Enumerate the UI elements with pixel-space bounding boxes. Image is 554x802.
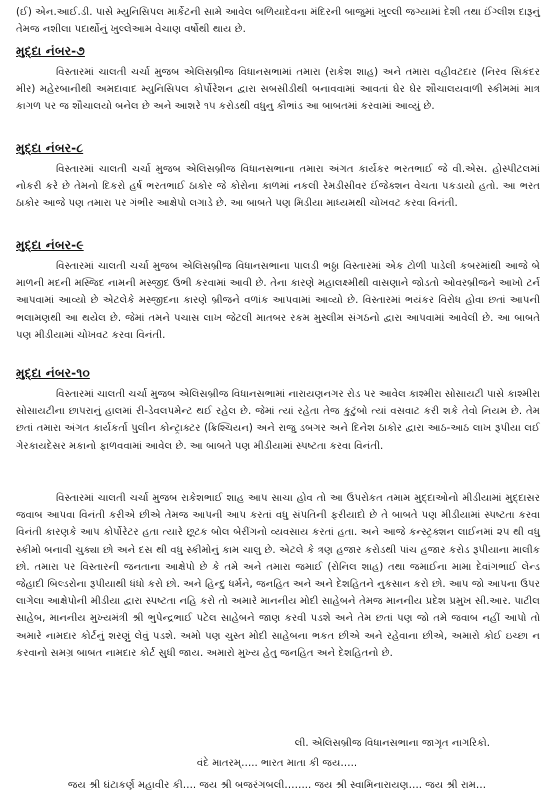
jay-line: જય શ્રી ઘંટાકર્ણ મહાવીર કી…. જય શ્રી બજરંગબલી…….. જય શ્રી સ્વામિનારાયણ…. જય શ્રી રામ…: [67, 780, 487, 791]
slogan-line: વંદે માતરમ્….. ભારત માતા કી જય…..: [196, 758, 358, 769]
section-text-10: વિસ્તારમાં ચાલતી ચર્ચા મુજબ એલિસબ્રીજ વિધાનસભામાં નારાયણનગર રોડ પર આવેલ કાશ્મીરા સોસાયટી પાસે કાશ્મીરા સોસાયટીના છાપરાનું હાલમાં રી-ડેવલપમેન્ટ થઈ રહેલ છે. જેમાં ત્યાં રહેતા તેજ કુટુંબો ત્યાં વસવાટ કરી શકે તેવો નિયમ છે. તેમ છતાં તમારા અંગત કાર્યકર્તા પુલીન કોન્ટ્રાક્ટર (ક્રિશ્ચિયન) અને રાજુ ડબગર અને દિનેશ ઠાકોર દ્વારા આઠ-આઠ લાખ રૂપીયા લઈ ગેરકાયદેસર મકાનો ફાળવવામાં આવેલ છે. આ બાબતે પણ મીડીયામાં સ્પષ્ટતા કરવા વિનંતી.: [16, 389, 540, 452]
closing-text: વિસ્તારમાં ચાલતી ચર્ચા મુજબ રાકેશભાઈ શાહ આપ સાચા હોવ તો આ ઉપરોકત તમામ મુદ્દાઓનો મીડીયામાં મુદ્દાસર જવાબ આપવા વિનંતી કરીએ છીએ તેમજ આપની આપ કરતાં વધુ સંપતિની ફરીયાદો છે તે બાબતે પણ મીડીયામાં સ્પષ્ટતા કરવા વિનંતી કારણકે આપ કોર્પોરેટર હતા ત્યારે છૂટક બોલ બેરીંગનો વ્યવસાય કરતાં હતા. અને આજે કન્સ્ટ્રક્શન લાઈનમાં ૨૫ થી વધુ સ્કીમો બનાવી ચુક્યા છો અને દસ થી વધુ સ્કીમોનું કામ ચાલુ છે. એટલે કે ત્રણ હજાર કરોડથી પાંચ હજાર કરોડ રૂપીયાના માલીક છો. તમારા પર વિસ્તારની જનતાના આક્ષેપો છે કે તમે અને તમારા જમાઈ (રોનિલ શાહ) તથા જમાઈના મામા દેવાંગભાઈ લેન્ડ જેહાદી બિલ્ડરોના રૂપીયાથી ધંધો કરો છો. અને હિન્દુ ધર્મને, જનહિત અને અને દેશહિતને નુકસાન કરો છો. આપ જો આપના ઉપર લાગેલા આક્ષેપોની મીડીયા દ્વારા સ્પષ્ટતા નહિ કરો તો અમારે માનનીય મોદી સાહેબને તેમજ માનનીય પ્રદેશ પ્રમુખ સી.આર. પાટીલ સાહેબ, માનનીય મુખ્યમંત્રી શ્રી ભુપેન્દ્રભાઈ પટેલ સાહેબને જાણ કરવી પડશે અને તેમ છતાં પણ જો તમે જવાબ નહીં આપો તો અમારે નામદાર કોર્ટનું શરણું લેવું પડશે. અમો પણ ચુસ્ત મોદી સાહેબના ભકત છીએ અને રહેવાના છીએ, અમારો કોઈ ઇચ્છા ન કરવાનો સમગ્ર બાબત નામદાર કોર્ટ સુધી જાય. અમારો મુખ્ય હેતુ જનહિત અને દેશહિતનો છે.: [16, 493, 540, 659]
section-body-10: [16, 386, 540, 455]
intro-text: (ઈ) એન.આઈ.ડી. પાસે મ્યુનિસિપલ માર્કેટની સામે આવેલ બળિયાદેવના મંદિરની બાજુમાં ખુલ્લી જગ્યામાં દેશી તથા ઈંગ્લીશ દારૂનું તેમજ નશીલા પદાર્થોનું ખુલ્લેઆમ વેચાણ વર્ષોથી થાય છે.: [16, 7, 540, 36]
section-heading-8: મુદ્દા નંબર-૮: [16, 141, 84, 155]
section-heading-7: મુદ્દા નંબર-૭: [16, 44, 85, 58]
section-body-9: [16, 258, 540, 344]
section-heading-9: મુદ્દા નંબર-૯: [16, 238, 84, 252]
section-text-8: વિસ્તારમાં ચાલતી ચર્ચા મુજબ એલિસબ્રીજ વિધાનસભાના તમારા અંગત કાર્યકર ભરતભાઈ જે વી.એસ. હોસ્પીટલમાં નોકરી કરે છે તેમનો દિકરો હર્ષ ભરતભાઈ ઠાકોર જે કોરોના કાળમાં નકલી રેમડીસીવર ઈંજેક્શન વેચતા પકડાયો હતો. આ ભરત ઠાકોર આજે પણ તમારા પર ગંભીર આક્ષેપો લગાડે છે. આ બાબતે પણ મિડીયા માધ્યમથી ચોખવટ કરવા વિનંતી.: [16, 164, 540, 210]
closing-paragraph: [16, 490, 540, 662]
section-text-7: વિસ્તારમાં ચાલતી ચર્ચા મુજબ એલિસબ્રીજ વિધાનસભામાં તમારા (રાકેશ શાહ) અને તમારા વહીવટદાર (નિરવ સિકંદર મીર) મહેરબાનીથી અમદાવાદ મ્યુનિસિપલ કોર્પોરેશન દ્વારા સબસીડીથી બનાવવામાં આવતાં ઘેર ઘેર શૌચાલયવાળી સ્કીમમાં માત્ર કાગળ પર જ શૌચાલયો બનેલ છે અને આશરે ૧૫ કરોડથી વધુનુ કૌભાંડ આ બાબતમાં કરવામાં આવ્યું છે.: [16, 67, 540, 113]
signature-line: લી. એલિસબ્રીજ વિધાનસભાના જાગૃત નાગરિકો.: [294, 738, 490, 749]
section-text-9: વિસ્તારમાં ચાલતી ચર્ચા મુજબ એલિસબ્રીજ વિધાનસભાના પાલડી ભઠ્ઠા વિસ્તારમાં એક ટોળી પાડેલી કબરમાંથી આજે બે માળની મદની મસ્જિદ નામની મસ્જીદ ઉભી કરવામાં આવી છે. તેના કારણે મહાલક્ષ્મીથી વાસણાને જોડતો ઓવરબ્રીજને આખો ટર્ન આપવામાં આવ્યો છે એટલેકે મસ્જીદના કારણે બ્રીજને વળાંક આપવામાં આવ્યો છે. વિસ્તારમાં ભયંકર વિરોધ હોવા છતાં આપની ભલામણથી આ થયેલ છે. જેમાં તમને પચાસ લાખ જેટલી માતબર રકમ મુસ્લીમ સંગઠનો દ્વારા આપવામાં આવેલી છે. આ બાબતે પણ મીડીયામાં ચોખવટ કરવા વિનંતી.: [16, 261, 540, 341]
section-body-8: [16, 161, 540, 213]
intro-paragraph: [16, 4, 540, 38]
section-heading-10: મુદ્દા નંબર-૧૦: [16, 366, 90, 380]
section-body-7: [16, 64, 540, 116]
